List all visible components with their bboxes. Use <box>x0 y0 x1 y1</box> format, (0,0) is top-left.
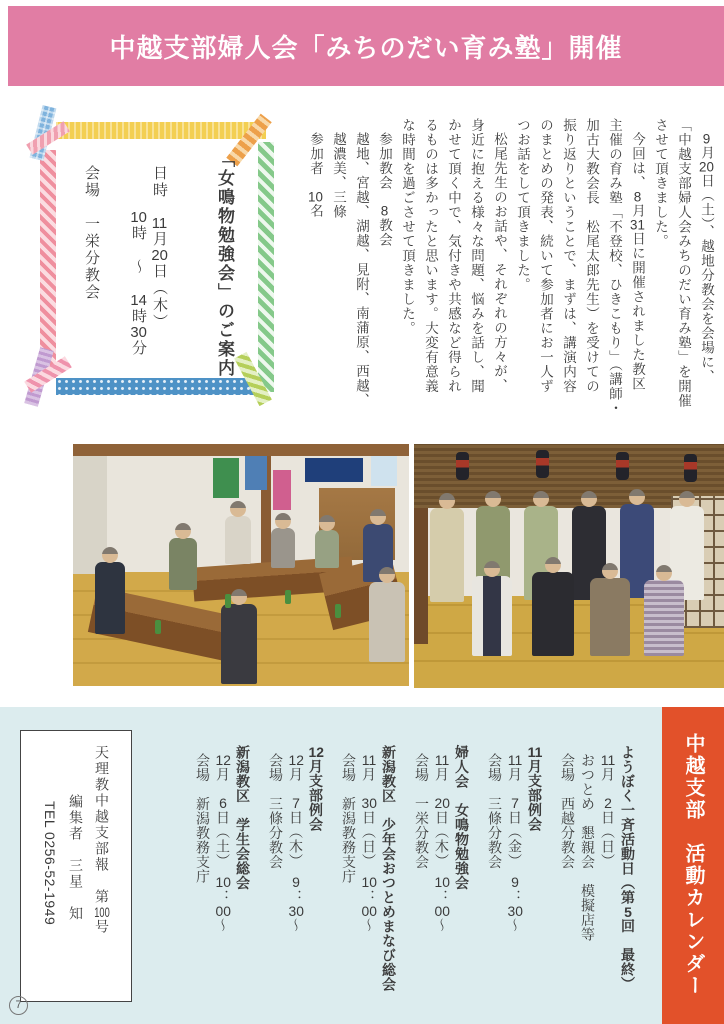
calendar-section <box>0 707 724 1024</box>
person-figure <box>590 578 630 656</box>
article-line: 今回は、8月31日に開催されました教区 <box>630 131 645 391</box>
person-figure <box>430 508 464 602</box>
article-line: な時間を過ごさせて頂きました。 <box>400 118 415 336</box>
article-line: させて頂きました。 <box>653 118 668 249</box>
notice-line: 会場 一栄分教会 <box>83 165 100 301</box>
article-line: 「中越支部婦人会みちのだい育み塾」を開催 <box>676 118 691 408</box>
event-detail: 会場 西越分教会 <box>560 752 576 869</box>
event-title: 12月支部例会 <box>308 745 324 832</box>
calendar-events <box>136 745 638 1017</box>
person-figure <box>315 530 339 568</box>
event-detail: 会場 新潟教務支庁 <box>195 752 211 884</box>
calendar-event <box>485 745 545 1017</box>
article-line: つお話をして頂きました。 <box>515 118 530 292</box>
article-line: 参加教会 8教会 <box>377 131 392 247</box>
article-line: 越地、宮越、湖越、見附、南蒲原、西越、 <box>354 131 369 407</box>
notice-title: 「女鳴物勉強会」のご案内 <box>215 150 234 378</box>
notice-box <box>30 110 292 408</box>
event-detail: 11月 2日（日） <box>600 752 616 868</box>
article-line: 身近に抱える様々な問題、悩みを話し、聞 <box>469 118 484 394</box>
person-figure <box>221 604 257 684</box>
article-line: 主催の育み塾「不登校、ひきこもり」（講師・ <box>607 118 622 416</box>
calendar-event <box>339 745 399 1017</box>
lantern-icon <box>456 452 469 480</box>
calendar-side-title: 中越支部 活動カレンダー <box>662 707 724 1024</box>
meeting-photo <box>73 444 409 686</box>
calendar-event <box>412 745 472 1017</box>
event-title: 新潟教区 学生会総会 <box>235 745 251 890</box>
event-title: 11月支部例会 <box>527 745 543 832</box>
person-figure <box>225 516 251 564</box>
article-line: るものは多かったと思います。大変有意義 <box>423 118 438 394</box>
article-line: のまとめの発表、続いて参加者にお一人ず <box>538 118 553 394</box>
photo-detail <box>225 594 231 608</box>
calendar-event <box>266 745 326 1017</box>
article-line: 松尾先生のお話や、それぞれの方々が、 <box>492 131 507 393</box>
article-line: 越濃美、三條 <box>331 131 346 219</box>
article-line: 加古大教会長 松尾太郎先生）を受けての <box>584 118 599 394</box>
header-banner <box>8 6 724 86</box>
article-line: かせて頂く中で、気付きや共感など得られ <box>446 118 461 394</box>
calendar-event <box>193 745 253 1017</box>
person-figure <box>169 538 197 590</box>
article-body <box>298 118 718 426</box>
event-detail: 11月 30日（日） 10：00～ <box>361 752 377 933</box>
event-detail: おつとめ 懇親会 模擬店等 <box>580 752 596 942</box>
article-line: 参加者 10名 <box>308 131 323 218</box>
lantern-icon <box>616 452 629 480</box>
event-detail: 会場 三條分教会 <box>268 752 284 869</box>
event-detail: 会場 一栄分教会 <box>414 752 430 869</box>
event-detail: 会場 三條分教会 <box>487 752 503 869</box>
event-title: 婦人会 女鳴物勉強会 <box>454 745 470 890</box>
group-photo <box>414 444 724 688</box>
person-figure <box>644 580 684 656</box>
person-figure <box>472 576 512 656</box>
washi-tape-right <box>258 142 274 392</box>
event-detail: 11月 7日（金） 9：30～ <box>507 752 523 933</box>
colophon-line: 天理教中越支部報 第100号 <box>94 745 110 935</box>
person-figure <box>532 572 574 656</box>
page-number: 7 <box>9 996 28 1015</box>
article-line: 9月20日（土）、越地分教会を会場に、 <box>699 131 714 384</box>
lantern-icon <box>684 454 697 482</box>
person-figure <box>95 562 125 634</box>
event-detail: 12月 7日（木） 9：30～ <box>288 752 304 933</box>
event-title: ようぼく一斉活動日（第5回 最終） <box>620 745 636 991</box>
event-title: 新潟教区 少年会おつとめまなび総会 <box>381 745 397 992</box>
colophon-line: 編集者 三星 知 <box>68 794 84 922</box>
person-figure <box>369 582 405 662</box>
event-detail: 12月 6日（土） 10：00～ <box>215 752 231 933</box>
washi-tape-top <box>56 122 266 139</box>
event-detail: 会場 新潟教務支庁 <box>341 752 357 884</box>
calendar-event <box>558 745 638 1017</box>
page-title: 中越支部婦人会「みちのだい育み塾」開催 <box>109 32 623 63</box>
event-detail: 11月 20日（木） 10：00～ <box>434 752 450 933</box>
notice-line: 10時 ～ 14時30分 <box>130 210 147 357</box>
person-figure <box>271 528 295 568</box>
notice-text <box>54 150 236 386</box>
photo-detail <box>155 620 161 634</box>
photo-detail <box>335 604 341 618</box>
article-line: 振り返りということで、まずは、講演内容 <box>561 118 576 394</box>
lantern-icon <box>536 450 549 478</box>
colophon-box <box>20 730 132 1002</box>
notice-line: 日時 11月20日（木） <box>151 165 168 331</box>
photo-detail <box>285 590 291 604</box>
colophon-line: TEL 0256-52-1949 <box>42 801 58 926</box>
